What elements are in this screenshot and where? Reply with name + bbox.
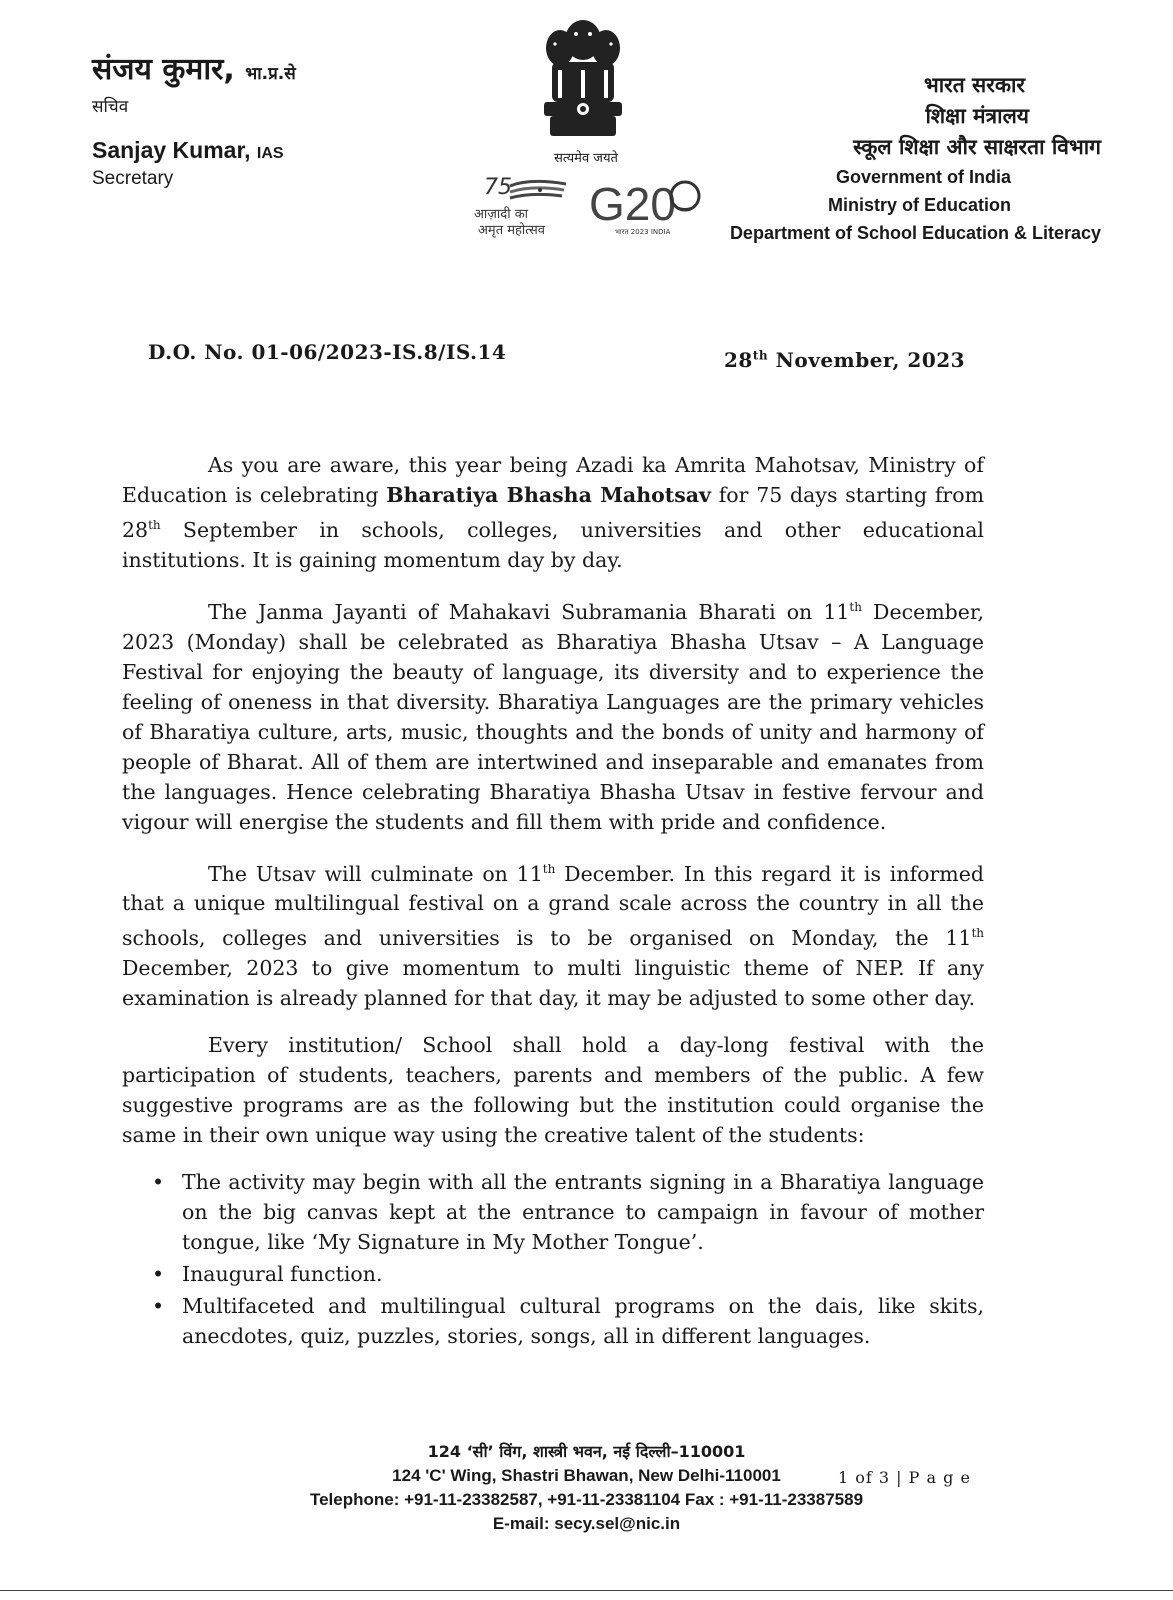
list-item: • The activity may begin with all the entrants signing in a Bharatiya language on the big canvas kept at the entrance to campaign in favour of mother tongue, like ‘My Signature in My Mother Tongue’. — [182, 1167, 984, 1257]
sender-name-english-text: Sanjay Kumar, — [92, 137, 251, 163]
date-rest: November, 2023 — [768, 348, 966, 372]
dept-english-line2: Ministry of Education — [827, 195, 1011, 215]
letter-date — [724, 348, 965, 372]
letter-body — [122, 450, 984, 1353]
amrit-line2: अमृत महोत्सव — [478, 223, 546, 238]
svg-text:75: 75 — [484, 175, 512, 200]
footer — [0, 1440, 1173, 1536]
sender-service-hindi: भा.प्र.से — [245, 64, 296, 84]
list-item: • Multifaceted and multilingual cultural programs on the dais, like skits, anecdotes, quiz, puzzles, stories, songs, all in different languages. — [182, 1291, 984, 1351]
p3-text-c: December, 2023 to give momentum to multi linguistic theme of NEP. If any examination is already planned for that day, it may be adjusted to some other day. — [122, 956, 984, 1011]
date-suffix: th — [752, 348, 769, 363]
dept-hindi-line3: स्कूल शिक्षा और साक्षरता विभाग — [853, 135, 1101, 159]
do-number: D.O. No. 01-06/2023-IS.8/IS.14 — [148, 340, 507, 364]
sender-designation-english: Secretary — [92, 168, 174, 189]
paragraph-1 — [122, 450, 984, 575]
p1-text-a: As you are aware, this year being Azadi ka Amrita Mahotsav, Ministry of Education is celebrating — [122, 453, 984, 507]
footer-address-english: 124 'C' Wing, Shastri Bhawan, New Delhi-110001 — [392, 1466, 781, 1485]
dept-english-line3: Department of School Education & Literacy — [729, 223, 1101, 243]
paragraph-2 — [122, 592, 984, 837]
p3-text-a: The Utsav will culminate on 11 — [208, 861, 543, 886]
sender-designation-hindi: सचिव — [92, 97, 129, 117]
p1-text-b: for 75 days starting from 28 — [122, 483, 985, 542]
sender-name-english — [92, 137, 296, 164]
paragraph-4: Every institution/ School shall hold a day-long festival with the participation of students, teachers, parents and members of the public. A few suggestive programs are as the following but the institution could organise the same in their own unique way using the creative talent of the students: — [122, 1033, 984, 1148]
azadi-ka-amrit-mahotsav-logo — [470, 170, 580, 240]
program-list — [122, 1167, 984, 1351]
sender-service-english: IAS — [256, 145, 284, 162]
paragraph-3 — [122, 854, 984, 1014]
dept-english-line1: Government of India — [835, 167, 1011, 187]
emblem-motto: सत्यमेव जयते — [554, 151, 618, 166]
sender-block — [92, 52, 296, 190]
footer-email: E-mail: secy.sel@nic.in — [492, 1514, 681, 1533]
g20-text: G20 — [589, 178, 676, 230]
date-day: 28 — [724, 348, 753, 372]
p2-text-a: The Janma Jayanti of Mahakavi Subramania Bharati on 11 — [208, 599, 850, 624]
p2-text-b: December, 2023 (Monday) shall be celebrated as Bharatiya Bhasha Utsav – A Language Festival for enjoying the beauty of language, its diversity and to experience the feeling of oneness in that diversity. Bharatiya Languages are the primary vehicles of Bharatiya culture, arts, music, thoughts and the bonds of unity and harmony of people of Bharat. All of them are intertwined and inseparable and emanates from the languages. Hence celebrating Bharatiya Bhasha Utsav in festive fervour and vigour will energise the students and fill them with pride and confidence. — [122, 599, 984, 834]
sender-name-hindi-text: संजय कुमार, — [92, 52, 235, 87]
dept-hindi-line2: शिक्षा मंत्रालय — [925, 104, 1029, 128]
sender-name-hindi — [92, 52, 296, 92]
footer-telephone: Telephone: +91-11-23382587, +91-11-23381104 Fax : +91-11-23387589 — [309, 1490, 864, 1509]
dept-hindi-line1: भारत सरकार — [923, 73, 1025, 97]
page-number: 1 of 3 | P a g e — [838, 1468, 971, 1487]
p2-sup: th — [849, 599, 862, 614]
p3-sup2: th — [971, 926, 984, 941]
footer-address-hindi: 124 ‘सी’ विंग, शास्त्री भवन, नई दिल्ली–110001 — [427, 1442, 746, 1461]
bottom-divider — [0, 1590, 1173, 1591]
amrit-line1: आज़ादी का — [474, 207, 529, 222]
department-block — [681, 70, 1101, 247]
p3-sup1: th — [542, 861, 556, 876]
p1-text-c: September in schools, colleges, universities and other educational institutions. It is gaining momentum day by day. — [122, 517, 984, 572]
g20-caption: भारत 2023 INDIA — [615, 228, 671, 236]
p3-text-b: December. In this regard it is informed that a unique multilingual festival on a grand scale across the country in all the schools, colleges and universities is to be organised on Monday, the 11 — [122, 861, 984, 951]
p1-bold: Bharatiya Bhasha Mahotsav — [386, 483, 711, 507]
list-item: • Inaugural function. — [182, 1259, 984, 1289]
national-emblem-icon — [528, 10, 638, 155]
p1-sup: th — [148, 518, 161, 532]
